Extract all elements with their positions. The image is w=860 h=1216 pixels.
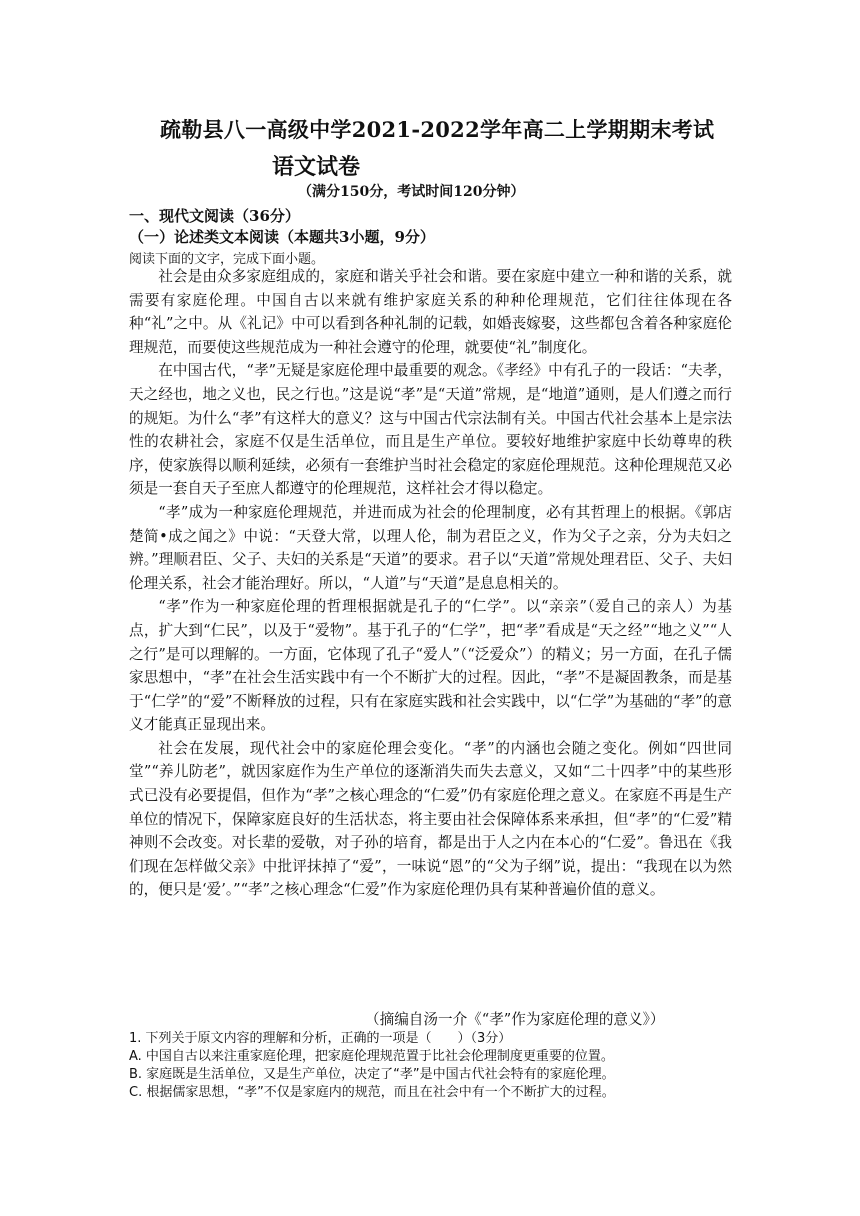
passage-paragraph-1: 社会是由众多家庭组成的，家庭和谐关乎社会和谐。要在家庭中建立一种和谐的关系，就需要有家庭伦理。中国自古以来就有维护家庭关系的种种伦理规范，它们往往体现在各种“礼”之中。从《礼记》中可以看到各种礼制的记载，如婚丧嫁娶，这些都包含着各种家庭伦理规范，而要使这些规范成为一种社会遵守的伦理，就要使“礼”制度化。: [129, 268, 732, 356]
passage-source: （摘编自汤一介《“孝”作为家庭伦理的意义》）: [365, 1011, 665, 1028]
question-1: [129, 1030, 739, 1102]
passage-paragraph-4: “孝”作为一种家庭伦理的哲理根据就是孔子的“仁学”。以“亲亲”（爱自己的亲人）为基点，扩大到“仁民”，以及于“爱物”。基于孔子的“仁学”，把“孝”看成是“天之经”“地之义”“人之行”是可以理解的。一方面，它体现了孔子“爱人”（“泛爱众”）的精义；另一方面，在孔子儒家思想中，“孝”在社会生活实践中有一个不断扩大的过程。因此，“孝”不是凝固教条，而是基于“仁学”的“爱”不断释放的过程，只有在家庭实践和社会实践中，以“仁学”为基础的“孝”的意义才能真正显现出来。: [129, 598, 732, 734]
subsection-heading: （一）论述类文本阅读（本题共3小题，9分）: [129, 228, 435, 246]
exam-subject: 语文试卷: [272, 154, 361, 180]
exam-info: （满分150分，考试时间120分钟）: [298, 184, 525, 200]
question-stem: 1. 下列关于原文内容的理解和分析，正确的一项是（ ）（3分）: [129, 1031, 512, 1046]
option-b: B. 家庭既是生活单位，又是生产单位，决定了“孝”是中国古代社会特有的家庭伦理。: [129, 1067, 615, 1082]
reading-instruction: 阅读下面的文字，完成下面小题。: [129, 252, 325, 267]
reading-passage: [129, 265, 732, 902]
exam-title: 疏勒县八一高级中学2021-2022学年高二上学期期末考试: [160, 117, 715, 142]
section-heading: 一、现代文阅读（36分）: [129, 207, 300, 225]
option-a: A. 中国自古以来注重家庭伦理，把家庭伦理规范置于比社会伦理制度更重要的位置。: [129, 1049, 614, 1064]
option-c: C. 根据儒家思想，“孝”不仅是家庭内的规范，而且在社会中有一个不断扩大的过程。: [129, 1085, 615, 1100]
passage-paragraph-5: 社会在发展，现代社会中的家庭伦理会变化。“孝”的内涵也会随之变化。例如“四世同堂”“养儿防老”，就因家庭作为生产单位的逐渐消失而失去意义，又如“二十四孝”中的某些形式已没有必要提倡，但作为“孝”之核心理念的“仁爱”仍有家庭伦理之意义。在家庭不再是生产单位的情况下，保障家庭良好的生活状态，将主要由社会保障体系来承担，但“孝”的“仁爱”精神则不会改变。对长辈的爱敬，对子孙的培育，都是出于人之内在本心的“仁爱”。鲁迅在《我们现在怎样做父亲》中批评抹掉了“爱”，一味说“恩”的“父为子纲”说，提出：“我现在以为然的，便只是‘爱’。”“孝”之核心理念“仁爱”作为家庭伦理仍具有某种普遍价值的意义。: [129, 739, 732, 899]
passage-paragraph-2: 在中国古代，“孝”无疑是家庭伦理中最重要的观念。《孝经》中有孔子的一段话：“夫孝，天之经也，地之义也，民之行也。”这是说“孝”是“天道”常规，是“地道”通则，是人们遵之而行的规矩。为什么“孝”有这样大的意义？这与中国古代宗法制有关。中国古代社会基本上是宗法性的农耕社会，家庭不仅是生活单位，而且是生产单位。要较好地维护家庭中长幼尊卑的秩序，使家族得以顺利延续，必须有一套维护当时社会稳定的家庭伦理规范。这种伦理规范又必须是一套自天子至庶人都遵守的伦理规范，这样社会才得以稳定。: [129, 362, 732, 498]
passage-paragraph-3: “孝”成为一种家庭伦理规范，并进而成为社会的伦理制度，必有其哲理上的根据。《郭店楚简•成之闻之》中说：“天登大常，以理人伦，制为君臣之义，作为父子之亲，分为夫妇之辨。”理顺君臣、父子、夫妇的关系是“天道”的要求。君子以“天道”常规处理君臣、父子、夫妇伦理关系，社会才能治理好。所以，“人道”与“天道”是息息相关的。: [129, 503, 732, 592]
